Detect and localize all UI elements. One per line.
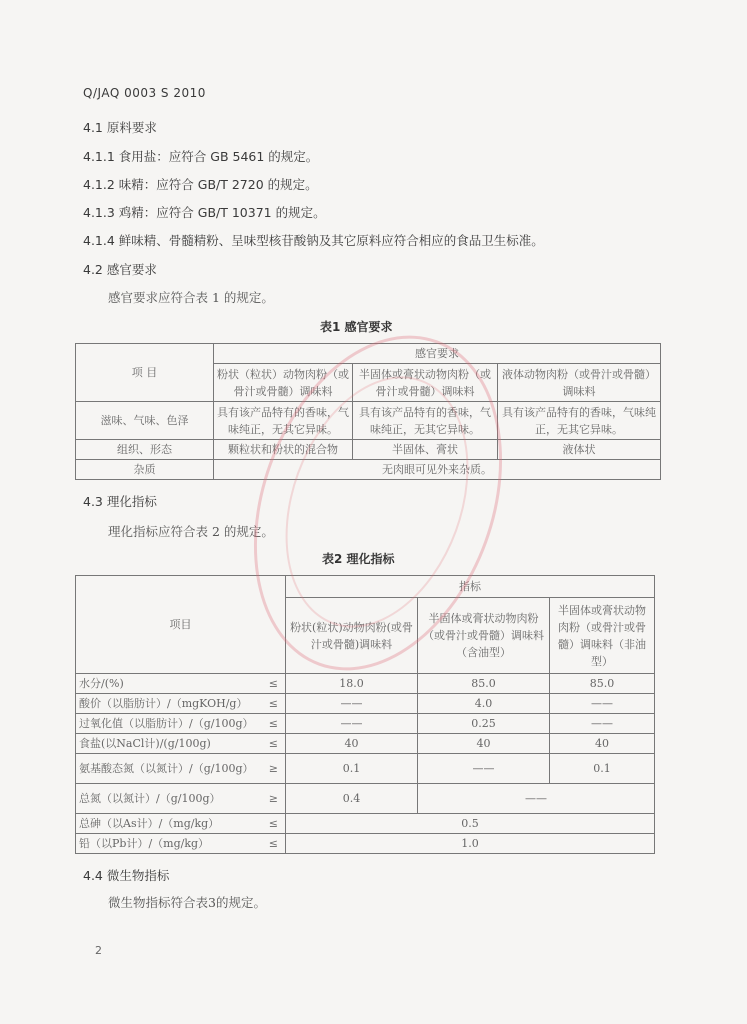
table1-sensory bbox=[75, 343, 661, 480]
t2-row-totaln-item: 总氮（以氮计）/（g/100g） ≥ bbox=[76, 784, 286, 814]
t2-row-arsenic-all: 0.5 bbox=[286, 814, 655, 834]
section-4-2-text: 感官要求应符合表 1 的规定。 bbox=[108, 290, 274, 305]
t2-col-semi2: 半固体或膏状动物肉粉（或骨汁或骨髓）调味料（非油型） bbox=[550, 598, 655, 674]
t2-item-header: 项目 bbox=[76, 576, 286, 674]
t1-col-liquid: 液体动物肉粉（或骨汁或骨髓）调味料 bbox=[498, 364, 661, 402]
section-4-1-1: 4.1.1 食用盐：应符合 GB 5461 的规定。 bbox=[83, 149, 319, 164]
t1-row-impurity-all: 无肉眼可见外来杂质。 bbox=[214, 460, 661, 480]
t2-row-lead-item: 铅（以Pb计）/（mg/kg） ≤ bbox=[76, 834, 286, 854]
t2-row-peroxide-item: 过氧化值（以脂肪计）/（g/100g） ≤ bbox=[76, 714, 286, 734]
t2-row-acid-semi2: —— bbox=[550, 694, 655, 714]
t2-col-powder: 粉状(粒状)动物肉粉(或骨汁或骨髓)调味料 bbox=[286, 598, 418, 674]
t2-row-amino-item: 氨基酸态氮（以氮计）/（g/100g） ≥ bbox=[76, 754, 286, 784]
section-4-2: 4.2 感官要求 bbox=[83, 262, 157, 277]
t2-row-acid-item: 酸价（以脂肪计）/（mgKOH/g） ≤ bbox=[76, 694, 286, 714]
section-4-4: 4.4 微生物指标 bbox=[83, 868, 170, 883]
t2-row-peroxide-semi: 0.25 bbox=[418, 714, 550, 734]
t2-row-amino-semi2: 0.1 bbox=[550, 754, 655, 784]
t2-row-salt-powder: 40 bbox=[286, 734, 418, 754]
t2-row-totaln-powder: 0.4 bbox=[286, 784, 418, 814]
t2-row-totaln-semi: —— bbox=[418, 784, 655, 814]
t2-row-moisture-semi: 85.0 bbox=[418, 674, 550, 694]
section-4-3-text: 理化指标应符合表 2 的规定。 bbox=[108, 524, 274, 539]
standard-code: Q/JAQ 0003 S 2010 bbox=[83, 86, 206, 100]
page-number: 2 bbox=[95, 944, 102, 957]
t2-row-moisture-item: 水分/(%) ≤ bbox=[76, 674, 286, 694]
t2-group-header: 指标 bbox=[286, 576, 655, 598]
t2-row-acid-semi: 4.0 bbox=[418, 694, 550, 714]
section-4-3: 4.3 理化指标 bbox=[83, 494, 157, 509]
t1-row-texture-item: 组织、形态 bbox=[76, 440, 214, 460]
section-4-4-text: 微生物指标符合表3的规定。 bbox=[108, 895, 266, 910]
t2-row-lead-all: 1.0 bbox=[286, 834, 655, 854]
t2-row-moisture-semi2: 85.0 bbox=[550, 674, 655, 694]
table1-caption: 表1 感官要求 bbox=[320, 320, 393, 334]
t1-row-texture-liquid: 液体状 bbox=[498, 440, 661, 460]
t1-col-powder: 粉状（粒状）动物肉粉（或骨汁或骨髓）调味料 bbox=[214, 364, 353, 402]
t1-col-semi: 半固体或膏状动物肉粉（或骨汁或骨髓）调味料 bbox=[353, 364, 498, 402]
t1-row-taste-powder: 具有该产品特有的香味，气味纯正，无其它异味。 bbox=[214, 402, 353, 440]
t2-row-salt-semi: 40 bbox=[418, 734, 550, 754]
table2-caption: 表2 理化指标 bbox=[322, 552, 395, 566]
t2-row-amino-powder: 0.1 bbox=[286, 754, 418, 784]
t1-group-header: 感官要求 bbox=[214, 344, 661, 364]
t1-row-impurity-item: 杂质 bbox=[76, 460, 214, 480]
section-4-1: 4.1 原料要求 bbox=[83, 120, 157, 135]
t1-row-taste-liquid: 具有该产品特有的香味，气味纯正，无其它异味。 bbox=[498, 402, 661, 440]
section-4-1-4: 4.1.4 鲜味精、骨髓精粉、呈味型核苷酸钠及其它原料应符合相应的食品卫生标准。 bbox=[83, 233, 544, 248]
t2-col-semi: 半固体或膏状动物肉粉（或骨汁或骨髓）调味料（含油型） bbox=[418, 598, 550, 674]
t1-item-header: 项 目 bbox=[76, 344, 214, 402]
t2-row-acid-powder: —— bbox=[286, 694, 418, 714]
t2-row-peroxide-semi2: —— bbox=[550, 714, 655, 734]
t1-row-taste-semi: 具有该产品特有的香味，气味纯正，无其它异味。 bbox=[353, 402, 498, 440]
t2-row-arsenic-item: 总砷（以As计）/（mg/kg） ≤ bbox=[76, 814, 286, 834]
t2-row-peroxide-powder: —— bbox=[286, 714, 418, 734]
t2-row-salt-item: 食盐(以NaCl计)/(g/100g) ≤ bbox=[76, 734, 286, 754]
t1-row-texture-powder: 颗粒状和粉状的混合物 bbox=[214, 440, 353, 460]
t2-row-amino-semi: —— bbox=[418, 754, 550, 784]
t1-row-taste-item: 滋味、气味、色泽 bbox=[76, 402, 214, 440]
section-4-1-2: 4.1.2 味精：应符合 GB/T 2720 的规定。 bbox=[83, 177, 318, 192]
section-4-1-3: 4.1.3 鸡精：应符合 GB/T 10371 的规定。 bbox=[83, 205, 326, 220]
t2-row-salt-semi2: 40 bbox=[550, 734, 655, 754]
t2-row-moisture-powder: 18.0 bbox=[286, 674, 418, 694]
t1-row-texture-semi: 半固体、膏状 bbox=[353, 440, 498, 460]
table2-physicochemical bbox=[75, 575, 655, 854]
